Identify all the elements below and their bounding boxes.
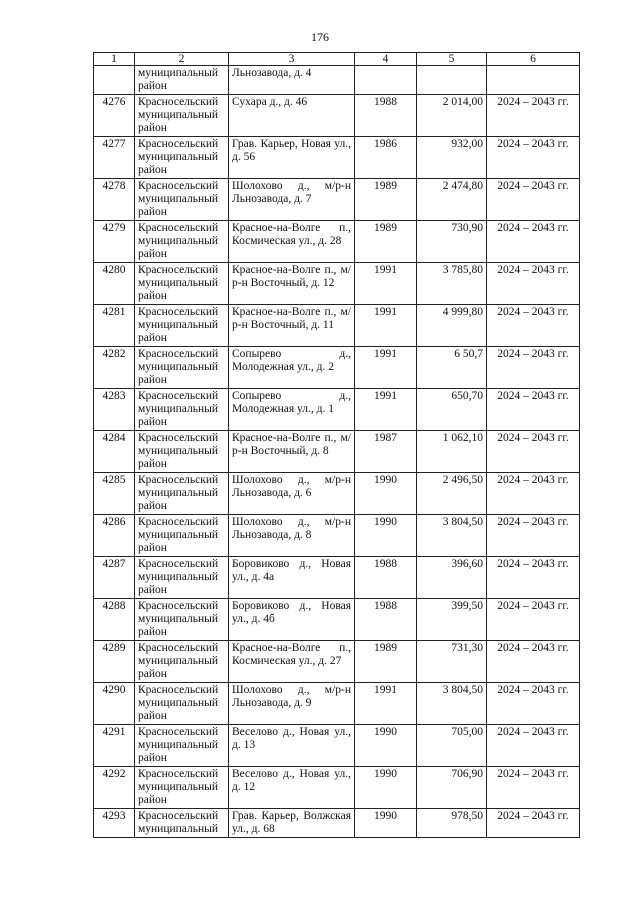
table-row xyxy=(94,305,580,347)
cell-number: 4285 xyxy=(94,473,135,515)
cell-address: Грав. Карьер, Новая ул., д. 56 xyxy=(229,137,355,179)
cell-period: 2024 – 2043 гг. xyxy=(487,137,580,179)
cell-address: Красное-на-Волге п., м/р-н Восточный, д. 12 xyxy=(229,263,355,305)
cell-year: 1988 xyxy=(355,95,417,137)
cell-number: 4276 xyxy=(94,95,135,137)
cell-number: 4284 xyxy=(94,431,135,473)
cell-address: Сопырево д., Молодежная ул., д. 2 xyxy=(229,347,355,389)
cell-number: 4286 xyxy=(94,515,135,557)
cell-district: муниципальный район xyxy=(135,66,229,95)
cell-number: 4280 xyxy=(94,263,135,305)
cell-address: Шолохово д., м/р-н Льнозавода, д. 7 xyxy=(229,179,355,221)
cell-address: Красное-на-Волге п., м/р-н Восточный, д. 8 xyxy=(229,431,355,473)
cell-area: 399,50 xyxy=(417,599,487,641)
table-row xyxy=(94,95,580,137)
cell-year: 1988 xyxy=(355,557,417,599)
cell-year: 1990 xyxy=(355,473,417,515)
header-row xyxy=(94,53,580,66)
cell-number: 4281 xyxy=(94,305,135,347)
cell-area: 2 474,80 xyxy=(417,179,487,221)
cell-area: 2 014,00 xyxy=(417,95,487,137)
cell-district: Красносельский муниципальный район xyxy=(135,767,229,809)
cell-address: Красное-на-Волге п., Космическая ул., д. 27 xyxy=(229,641,355,683)
cell-district: Красносельский муниципальный район xyxy=(135,683,229,725)
column-header-5: 5 xyxy=(417,53,487,66)
table-row xyxy=(94,179,580,221)
cell-number: 4289 xyxy=(94,641,135,683)
cell-year: 1988 xyxy=(355,599,417,641)
cell-number: 4290 xyxy=(94,683,135,725)
column-header-4: 4 xyxy=(355,53,417,66)
cell-period: 2024 – 2043 гг. xyxy=(487,473,580,515)
cell-period: 2024 – 2043 гг. xyxy=(487,809,580,838)
cell-area: 3 804,50 xyxy=(417,515,487,557)
cell-area: 650,70 xyxy=(417,389,487,431)
cell-area: 978,50 xyxy=(417,809,487,838)
table-row xyxy=(94,683,580,725)
cell-number: 4288 xyxy=(94,599,135,641)
table-row xyxy=(94,389,580,431)
cell-year: 1991 xyxy=(355,263,417,305)
cell-area: 2 496,50 xyxy=(417,473,487,515)
cell-district: Красносельский муниципальный район xyxy=(135,347,229,389)
cell-period: 2024 – 2043 гг. xyxy=(487,599,580,641)
cell-district: Красносельский муниципальный район xyxy=(135,599,229,641)
table-row xyxy=(94,431,580,473)
table-row xyxy=(94,767,580,809)
cell-year: 1986 xyxy=(355,137,417,179)
cell-year: 1990 xyxy=(355,809,417,838)
cell-district: Красносельский муниципальный район xyxy=(135,515,229,557)
cell-district: Красносельский муниципальный район xyxy=(135,305,229,347)
column-header-3: 3 xyxy=(229,53,355,66)
cell-year: 1987 xyxy=(355,431,417,473)
cell-period: 2024 – 2043 гг. xyxy=(487,725,580,767)
cell-number: 4278 xyxy=(94,179,135,221)
table-row xyxy=(94,137,580,179)
cell-period: 2024 – 2043 гг. xyxy=(487,347,580,389)
cell-year: 1989 xyxy=(355,221,417,263)
cell-year: 1991 xyxy=(355,305,417,347)
table-row xyxy=(94,641,580,683)
cell-district: Красносельский муниципальный район xyxy=(135,473,229,515)
cell-number: 4287 xyxy=(94,557,135,599)
cell-year: 1991 xyxy=(355,389,417,431)
cell-area: 730,90 xyxy=(417,221,487,263)
table-row xyxy=(94,221,580,263)
cell-address: Сопырево д., Молодежная ул., д. 1 xyxy=(229,389,355,431)
cell-area: 1 062,10 xyxy=(417,431,487,473)
cell-number: 4293 xyxy=(94,809,135,838)
cell-year: 1989 xyxy=(355,179,417,221)
cell-address: Шолохово д., м/р-н Льнозавода, д. 8 xyxy=(229,515,355,557)
cell-district: Красносельский муниципальный район xyxy=(135,137,229,179)
cell-district: Красносельский муниципальный район xyxy=(135,221,229,263)
cell-area: 731,30 xyxy=(417,641,487,683)
cell-address: Шолохово д., м/р-н Льнозавода, д. 9 xyxy=(229,683,355,725)
column-header-6: 6 xyxy=(487,53,580,66)
cell-period: 2024 – 2043 гг. xyxy=(487,389,580,431)
cell-number: 4277 xyxy=(94,137,135,179)
column-header-2: 2 xyxy=(135,53,229,66)
cell-district: Красносельский муниципальный район xyxy=(135,389,229,431)
table-row xyxy=(94,809,580,838)
cell-area: 396,60 xyxy=(417,557,487,599)
page-number: 176 xyxy=(311,30,329,44)
cell-area xyxy=(417,66,487,95)
cell-area: 705,00 xyxy=(417,725,487,767)
cell-address: Красное-на-Волге п., Космическая ул., д. 28 xyxy=(229,221,355,263)
cell-year: 1990 xyxy=(355,725,417,767)
table-row xyxy=(94,725,580,767)
cell-number: 4282 xyxy=(94,347,135,389)
cell-district: Красносельский муниципальный район xyxy=(135,641,229,683)
column-header-1: 1 xyxy=(94,53,135,66)
cell-district: Красносельский муниципальный район xyxy=(135,431,229,473)
cell-address: Боровиково д., Новая ул., д. 4б xyxy=(229,599,355,641)
cell-area: 6 50,7 xyxy=(417,347,487,389)
table-row xyxy=(94,347,580,389)
cell-period: 2024 – 2043 гг. xyxy=(487,515,580,557)
cell-address: Грав. Карьер, Волжская ул., д. 68 xyxy=(229,809,355,838)
cell-year: 1990 xyxy=(355,515,417,557)
cell-period: 2024 – 2043 гг. xyxy=(487,641,580,683)
table-row xyxy=(94,473,580,515)
cell-district: Красносельский муниципальный xyxy=(135,809,229,838)
cell-number: 4292 xyxy=(94,767,135,809)
cell-number: 4279 xyxy=(94,221,135,263)
table-row xyxy=(94,557,580,599)
cell-period: 2024 – 2043 гг. xyxy=(487,683,580,725)
table-row xyxy=(94,515,580,557)
cell-number xyxy=(94,66,135,95)
cell-year: 1990 xyxy=(355,767,417,809)
cell-period: 2024 – 2043 гг. xyxy=(487,767,580,809)
cell-year: 1989 xyxy=(355,641,417,683)
cell-year: 1991 xyxy=(355,683,417,725)
table-row xyxy=(94,263,580,305)
cell-year: 1991 xyxy=(355,347,417,389)
cell-address: Красное-на-Волге п., м/р-н Восточный, д. 11 xyxy=(229,305,355,347)
cell-district: Красносельский муниципальный район xyxy=(135,725,229,767)
housing-registry-table xyxy=(93,52,580,838)
cell-area: 706,90 xyxy=(417,767,487,809)
cell-period xyxy=(487,66,580,95)
cell-area: 3 804,50 xyxy=(417,683,487,725)
cell-address: Сухара д., д. 46 xyxy=(229,95,355,137)
cell-address: Льнозавода, д. 4 xyxy=(229,66,355,95)
table-row xyxy=(94,599,580,641)
cell-district: Красносельский муниципальный район xyxy=(135,557,229,599)
cell-period: 2024 – 2043 гг. xyxy=(487,431,580,473)
cell-period: 2024 – 2043 гг. xyxy=(487,305,580,347)
cell-year xyxy=(355,66,417,95)
cell-area: 3 785,80 xyxy=(417,263,487,305)
cell-area: 4 999,80 xyxy=(417,305,487,347)
continuation-row xyxy=(94,66,580,95)
cell-number: 4283 xyxy=(94,389,135,431)
cell-district: Красносельский муниципальный район xyxy=(135,263,229,305)
table-body xyxy=(94,66,580,838)
cell-address: Веселово д., Новая ул., д. 13 xyxy=(229,725,355,767)
cell-address: Веселово д., Новая ул., д. 12 xyxy=(229,767,355,809)
cell-period: 2024 – 2043 гг. xyxy=(487,557,580,599)
cell-period: 2024 – 2043 гг. xyxy=(487,179,580,221)
cell-period: 2024 – 2043 гг. xyxy=(487,263,580,305)
cell-number: 4291 xyxy=(94,725,135,767)
cell-district: Красносельский муниципальный район xyxy=(135,179,229,221)
cell-address: Шолохово д., м/р-н Льнозавода, д. 6 xyxy=(229,473,355,515)
cell-period: 2024 – 2043 гг. xyxy=(487,221,580,263)
cell-period: 2024 – 2043 гг. xyxy=(487,95,580,137)
cell-district: Красносельский муниципальный район xyxy=(135,95,229,137)
cell-address: Боровиково д., Новая ул., д. 4а xyxy=(229,557,355,599)
cell-area: 932,00 xyxy=(417,137,487,179)
